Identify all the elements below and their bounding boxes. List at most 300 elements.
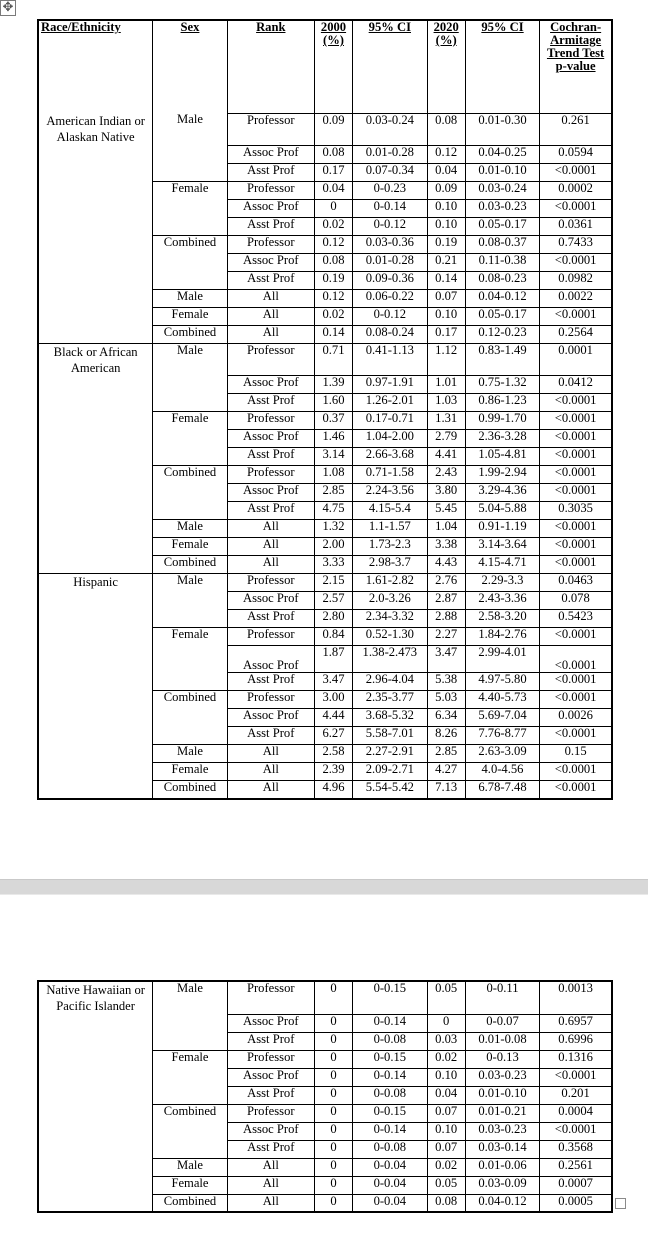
cell-2020-ci: 2.43-3.36 <box>465 592 539 610</box>
cell-trend-p-value: <0.0001 <box>540 163 612 181</box>
cell-2020-percent: 1.01 <box>427 376 465 394</box>
cell-2000-percent: 2.57 <box>314 592 352 610</box>
cell-sex <box>153 394 227 412</box>
table-row <box>38 673 612 691</box>
cell-2020-percent: 0 <box>427 1014 465 1032</box>
cell-trend-p-value: 0.0005 <box>540 1194 612 1212</box>
cell-2000-ci: 0-0.14 <box>353 1014 427 1032</box>
cell-2000-percent: 3.00 <box>314 691 352 709</box>
cell-trend-p-value: <0.0001 <box>540 466 612 484</box>
cell-race-ethnicity <box>38 394 153 412</box>
cell-2020-percent: 0.08 <box>427 1194 465 1212</box>
cell-sex: Combined <box>153 781 227 799</box>
cell-trend-p-value: 0.1316 <box>540 1050 612 1068</box>
cell-sex: Female <box>153 1050 227 1068</box>
table-row <box>38 646 612 673</box>
cell-race-ethnicity <box>38 1176 153 1194</box>
cell-2020-percent: 2.88 <box>427 610 465 628</box>
cell-2000-percent: 1.39 <box>314 376 352 394</box>
cell-sex: Combined <box>153 1194 227 1212</box>
cell-2000-ci: 5.54-5.42 <box>353 781 427 799</box>
header-2000-ci: 95% CI <box>353 20 427 113</box>
cell-rank: All <box>227 781 314 799</box>
cell-sex <box>153 1122 227 1140</box>
cell-2020-ci: 0.75-1.32 <box>465 376 539 394</box>
cell-2020-percent: 0.14 <box>427 271 465 289</box>
table-row <box>38 1194 612 1212</box>
cell-sex <box>153 709 227 727</box>
cell-rank: Asst Prof <box>227 394 314 412</box>
cell-sex <box>153 253 227 271</box>
cell-2000-ci: 0.08-0.24 <box>353 325 427 343</box>
cell-trend-p-value: <0.0001 <box>540 781 612 799</box>
cell-2020-percent: 0.10 <box>427 1122 465 1140</box>
cell-rank: Assoc Prof <box>227 592 314 610</box>
cell-2000-ci: 3.68-5.32 <box>353 709 427 727</box>
cell-rank: All <box>227 520 314 538</box>
cell-2000-ci: 0.09-0.36 <box>353 271 427 289</box>
cell-2020-ci: 0.83-1.49 <box>465 343 539 376</box>
cell-trend-p-value: 0.15 <box>540 745 612 763</box>
cell-2000-ci: 0-0.08 <box>353 1140 427 1158</box>
cell-2000-ci: 2.24-3.56 <box>353 484 427 502</box>
cell-rank: All <box>227 1158 314 1176</box>
cell-2020-percent: 1.31 <box>427 412 465 430</box>
cell-2020-ci: 2.99-4.01 <box>465 646 539 673</box>
cell-2000-ci: 0-0.12 <box>353 217 427 235</box>
cell-2020-ci: 0.11-0.38 <box>465 253 539 271</box>
cell-race-ethnicity <box>38 538 153 556</box>
cell-2020-ci: 0.04-0.12 <box>465 289 539 307</box>
cell-2020-ci: 0.04-0.12 <box>465 1194 539 1212</box>
cell-trend-p-value: 0.2561 <box>540 1158 612 1176</box>
cell-rank: All <box>227 289 314 307</box>
cell-2020-ci: 0.01-0.10 <box>465 163 539 181</box>
cell-rank: All <box>227 556 314 574</box>
cell-2000-percent: 4.75 <box>314 502 352 520</box>
cell-2020-percent: 0.12 <box>427 145 465 163</box>
cell-race-ethnicity: Native Hawaiian or Pacific Islander <box>38 981 153 1014</box>
cell-2000-percent: 0.04 <box>314 181 352 199</box>
cell-2000-percent: 0.84 <box>314 628 352 646</box>
cell-rank: Professor <box>227 981 314 1014</box>
cell-race-ethnicity <box>38 271 153 289</box>
cell-2000-ci: 5.58-7.01 <box>353 727 427 745</box>
cell-trend-p-value: <0.0001 <box>540 763 612 781</box>
cell-sex: Combined <box>153 325 227 343</box>
cell-trend-p-value: <0.0001 <box>540 520 612 538</box>
cell-2000-percent: 1.87 <box>314 646 352 673</box>
cell-2020-ci: 0.08-0.37 <box>465 235 539 253</box>
cell-rank: Asst Prof <box>227 271 314 289</box>
table-row <box>38 253 612 271</box>
cell-race-ethnicity <box>38 1122 153 1140</box>
cell-2000-ci: 1.04-2.00 <box>353 430 427 448</box>
cell-sex <box>153 1014 227 1032</box>
header-2000-percent: 2000 (%) <box>314 20 352 113</box>
table-row <box>38 1014 612 1032</box>
cell-2000-percent: 0 <box>314 1158 352 1176</box>
table-row <box>38 709 612 727</box>
cell-2000-percent: 4.44 <box>314 709 352 727</box>
cell-2000-percent: 0 <box>314 1068 352 1086</box>
cell-2020-ci: 0.05-0.17 <box>465 217 539 235</box>
cell-2020-percent: 0.05 <box>427 1176 465 1194</box>
cell-2000-percent: 0 <box>314 1140 352 1158</box>
table-row <box>38 1050 612 1068</box>
cell-2000-ci: 0.97-1.91 <box>353 376 427 394</box>
cell-trend-p-value: 0.0594 <box>540 145 612 163</box>
cell-trend-p-value: 0.0013 <box>540 981 612 1014</box>
cell-2000-percent: 0.09 <box>314 113 352 145</box>
cell-rank: Assoc Prof <box>227 145 314 163</box>
cell-2020-percent: 7.13 <box>427 781 465 799</box>
cell-2020-ci: 4.40-5.73 <box>465 691 539 709</box>
cell-sex: Male <box>153 745 227 763</box>
cell-rank: Professor <box>227 343 314 376</box>
cell-2020-ci: 1.99-2.94 <box>465 466 539 484</box>
cell-trend-p-value: <0.0001 <box>540 727 612 745</box>
cell-2020-ci: 2.63-3.09 <box>465 745 539 763</box>
cell-2000-ci: 1.26-2.01 <box>353 394 427 412</box>
cell-2020-percent: 2.87 <box>427 592 465 610</box>
cell-rank: All <box>227 325 314 343</box>
table-row <box>38 271 612 289</box>
cell-2000-ci: 0.17-0.71 <box>353 412 427 430</box>
cell-2000-percent: 3.33 <box>314 556 352 574</box>
table-row <box>38 981 612 1014</box>
cell-2000-percent: 2.85 <box>314 484 352 502</box>
cell-race-ethnicity <box>38 1086 153 1104</box>
cell-2000-percent: 0 <box>314 1122 352 1140</box>
cell-trend-p-value: 0.0361 <box>540 217 612 235</box>
cell-2000-percent: 3.14 <box>314 448 352 466</box>
table-row <box>38 412 612 430</box>
cell-race-ethnicity <box>38 745 153 763</box>
cell-2020-percent: 5.45 <box>427 502 465 520</box>
cell-race-ethnicity <box>38 1050 153 1068</box>
cell-race-ethnicity: Black or African American <box>38 343 153 376</box>
cell-race-ethnicity <box>38 235 153 253</box>
header-rank: Rank <box>227 20 314 113</box>
cell-race-ethnicity <box>38 673 153 691</box>
cell-rank: Professor <box>227 1104 314 1122</box>
cell-race-ethnicity <box>38 217 153 235</box>
cell-2020-percent: 0.10 <box>427 199 465 217</box>
cell-race-ethnicity <box>38 466 153 484</box>
cell-2000-ci: 0.71-1.58 <box>353 466 427 484</box>
cell-2000-ci: 2.09-2.71 <box>353 763 427 781</box>
cell-2000-percent: 0 <box>314 1014 352 1032</box>
cell-trend-p-value: <0.0001 <box>540 646 612 673</box>
cell-2000-percent: 2.80 <box>314 610 352 628</box>
cell-race-ethnicity <box>38 1194 153 1212</box>
cell-rank: Assoc Prof <box>227 199 314 217</box>
cell-race-ethnicity <box>38 628 153 646</box>
table-row <box>38 235 612 253</box>
cell-trend-p-value: 0.3568 <box>540 1140 612 1158</box>
cell-2000-ci: 0.01-0.28 <box>353 253 427 271</box>
cell-trend-p-value: <0.0001 <box>540 484 612 502</box>
cell-trend-p-value: <0.0001 <box>540 394 612 412</box>
cell-2000-ci: 0.41-1.13 <box>353 343 427 376</box>
cell-2020-percent: 3.80 <box>427 484 465 502</box>
cell-2020-percent: 4.27 <box>427 763 465 781</box>
cell-2020-ci: 1.05-4.81 <box>465 448 539 466</box>
cell-2000-ci: 2.66-3.68 <box>353 448 427 466</box>
table-row <box>38 763 612 781</box>
table-row <box>38 430 612 448</box>
cell-trend-p-value: <0.0001 <box>540 307 612 325</box>
cell-2020-percent: 0.07 <box>427 289 465 307</box>
cell-rank: Assoc Prof <box>227 430 314 448</box>
cell-race-ethnicity <box>38 781 153 799</box>
cell-2020-ci: 6.78-7.48 <box>465 781 539 799</box>
header-2020-percent: 2020 (%) <box>427 20 465 113</box>
cell-2020-percent: 3.47 <box>427 646 465 673</box>
cell-2020-percent: 2.27 <box>427 628 465 646</box>
cell-trend-p-value: <0.0001 <box>540 538 612 556</box>
cell-2020-percent: 0.02 <box>427 1050 465 1068</box>
cell-trend-p-value: 0.201 <box>540 1086 612 1104</box>
cell-2020-percent: 4.43 <box>427 556 465 574</box>
cell-trend-p-value: 0.0412 <box>540 376 612 394</box>
cell-sex <box>153 673 227 691</box>
cell-sex: Male <box>153 520 227 538</box>
cell-2000-percent: 0.12 <box>314 235 352 253</box>
cell-2000-ci: 2.34-3.32 <box>353 610 427 628</box>
cell-race-ethnicity <box>38 646 153 673</box>
cell-race-ethnicity: American Indian or Alaskan Native <box>38 113 153 145</box>
cell-rank: Assoc Prof <box>227 1122 314 1140</box>
cell-2000-ci: 4.15-5.4 <box>353 502 427 520</box>
cell-trend-p-value: <0.0001 <box>540 628 612 646</box>
table-row <box>38 1176 612 1194</box>
cell-2020-percent: 0.19 <box>427 235 465 253</box>
cell-2000-percent: 0.02 <box>314 217 352 235</box>
cell-2020-ci: 0.03-0.23 <box>465 1122 539 1140</box>
cell-race-ethnicity <box>38 1068 153 1086</box>
cell-2020-percent: 5.03 <box>427 691 465 709</box>
cell-sex <box>153 727 227 745</box>
cell-2020-percent: 0.07 <box>427 1104 465 1122</box>
cell-rank: Asst Prof <box>227 448 314 466</box>
cell-sex <box>153 592 227 610</box>
cell-2020-ci: 0.03-0.23 <box>465 1068 539 1086</box>
cell-race-ethnicity <box>38 145 153 163</box>
cell-rank: Asst Prof <box>227 1032 314 1050</box>
cell-2000-percent: 6.27 <box>314 727 352 745</box>
cell-race-ethnicity <box>38 1104 153 1122</box>
cell-2020-ci: 0.91-1.19 <box>465 520 539 538</box>
cell-rank: Asst Prof <box>227 1140 314 1158</box>
cell-2000-ci: 2.96-4.04 <box>353 673 427 691</box>
cell-2000-ci: 2.27-2.91 <box>353 745 427 763</box>
cell-2000-ci: 0-0.14 <box>353 1122 427 1140</box>
data-table-main <box>37 19 613 800</box>
table-row <box>38 745 612 763</box>
cell-2000-percent: 0.08 <box>314 253 352 271</box>
cell-2020-ci: 0.03-0.14 <box>465 1140 539 1158</box>
cell-2020-ci: 0.01-0.21 <box>465 1104 539 1122</box>
cell-2020-ci: 0.04-0.25 <box>465 145 539 163</box>
table-row <box>38 484 612 502</box>
cell-trend-p-value: 0.078 <box>540 592 612 610</box>
cell-2020-percent: 0.05 <box>427 981 465 1014</box>
cell-race-ethnicity <box>38 181 153 199</box>
cell-rank: All <box>227 307 314 325</box>
cell-rank: Professor <box>227 628 314 646</box>
cell-sex: Male <box>153 289 227 307</box>
cell-2020-percent: 0.10 <box>427 307 465 325</box>
cell-rank: Assoc Prof <box>227 646 314 673</box>
cell-sex: Female <box>153 763 227 781</box>
cell-trend-p-value: 0.3035 <box>540 502 612 520</box>
cell-sex: Female <box>153 181 227 199</box>
cell-2020-ci: 0.03-0.23 <box>465 199 539 217</box>
cell-2020-percent: 2.85 <box>427 745 465 763</box>
cell-2020-percent: 2.79 <box>427 430 465 448</box>
cell-sex: Male <box>153 343 227 376</box>
cell-2020-percent: 0.09 <box>427 181 465 199</box>
cell-trend-p-value: 0.0022 <box>540 289 612 307</box>
cell-race-ethnicity <box>38 610 153 628</box>
cell-2020-percent: 0.10 <box>427 217 465 235</box>
cell-2000-ci: 2.35-3.77 <box>353 691 427 709</box>
cell-2020-ci: 0.03-0.09 <box>465 1176 539 1194</box>
table-row <box>38 1032 612 1050</box>
cell-sex <box>153 430 227 448</box>
cell-rank: Assoc Prof <box>227 376 314 394</box>
cell-2020-percent: 0.04 <box>427 163 465 181</box>
cell-rank: Assoc Prof <box>227 1068 314 1086</box>
table-resize-handle-icon[interactable] <box>615 1198 626 1209</box>
cell-sex: Female <box>153 538 227 556</box>
cell-2000-percent: 1.32 <box>314 520 352 538</box>
cell-2020-ci: 0.01-0.06 <box>465 1158 539 1176</box>
cell-2000-percent: 0.17 <box>314 163 352 181</box>
cell-trend-p-value: <0.0001 <box>540 556 612 574</box>
cell-2020-percent: 0.08 <box>427 113 465 145</box>
cell-race-ethnicity <box>38 592 153 610</box>
cell-2000-percent: 0.14 <box>314 325 352 343</box>
cell-2000-ci: 0-0.08 <box>353 1086 427 1104</box>
cell-sex: Male <box>153 1158 227 1176</box>
table-row <box>38 145 612 163</box>
cell-sex <box>153 1068 227 1086</box>
cell-2000-ci: 0-0.04 <box>353 1194 427 1212</box>
cell-2000-ci: 0.03-0.24 <box>353 113 427 145</box>
table-row <box>38 181 612 199</box>
cell-rank: Professor <box>227 412 314 430</box>
cell-sex <box>153 199 227 217</box>
cell-rank: Asst Prof <box>227 502 314 520</box>
table-row <box>38 781 612 799</box>
cell-2000-ci: 0-0.15 <box>353 1050 427 1068</box>
cell-race-ethnicity <box>38 199 153 217</box>
cell-rank: All <box>227 1176 314 1194</box>
cell-sex: Combined <box>153 691 227 709</box>
cell-2020-ci: 4.97-5.80 <box>465 673 539 691</box>
cell-sex <box>153 163 227 181</box>
cell-2020-percent: 2.76 <box>427 574 465 592</box>
cell-sex: Combined <box>153 1104 227 1122</box>
cell-2020-percent: 3.38 <box>427 538 465 556</box>
cell-sex: Combined <box>153 466 227 484</box>
cell-2000-ci: 0.52-1.30 <box>353 628 427 646</box>
cell-2020-percent: 0.07 <box>427 1140 465 1158</box>
cell-trend-p-value: 0.0463 <box>540 574 612 592</box>
cell-2000-percent: 2.58 <box>314 745 352 763</box>
table-row <box>38 574 612 592</box>
cell-race-ethnicity <box>38 307 153 325</box>
table-row <box>38 592 612 610</box>
table-row <box>38 448 612 466</box>
table-row <box>38 376 612 394</box>
cell-sex <box>153 448 227 466</box>
table-move-handle-icon[interactable]: ✥ <box>0 0 16 16</box>
cell-race-ethnicity <box>38 763 153 781</box>
table-row <box>38 610 612 628</box>
cell-sex: Female <box>153 412 227 430</box>
cell-2000-ci: 0-0.14 <box>353 199 427 217</box>
table-row <box>38 163 612 181</box>
table-row <box>38 466 612 484</box>
cell-race-ethnicity <box>38 1014 153 1032</box>
cell-2020-percent: 5.38 <box>427 673 465 691</box>
cell-rank: Asst Prof <box>227 1086 314 1104</box>
cell-2020-ci: 5.04-5.88 <box>465 502 539 520</box>
cell-2020-percent: 0.10 <box>427 1068 465 1086</box>
cell-trend-p-value: <0.0001 <box>540 430 612 448</box>
cell-sex <box>153 217 227 235</box>
cell-trend-p-value: <0.0001 <box>540 412 612 430</box>
cell-2000-ci: 0-0.04 <box>353 1158 427 1176</box>
cell-sex <box>153 1032 227 1050</box>
cell-2000-percent: 1.46 <box>314 430 352 448</box>
table-row <box>38 1158 612 1176</box>
cell-trend-p-value: 0.0026 <box>540 709 612 727</box>
cell-race-ethnicity <box>38 484 153 502</box>
cell-sex: Male <box>153 981 227 1014</box>
cell-2020-ci: 0.12-0.23 <box>465 325 539 343</box>
cell-2000-ci: 0-0.08 <box>353 1032 427 1050</box>
cell-2000-ci: 0-0.15 <box>353 981 427 1014</box>
table-row <box>38 502 612 520</box>
cell-2020-percent: 2.43 <box>427 466 465 484</box>
cell-rank: Professor <box>227 691 314 709</box>
cell-sex <box>153 646 227 673</box>
cell-2000-percent: 2.00 <box>314 538 352 556</box>
cell-2000-percent: 1.60 <box>314 394 352 412</box>
cell-2020-ci: 5.69-7.04 <box>465 709 539 727</box>
header-race-ethnicity: Race/Ethnicity <box>38 20 153 113</box>
cell-trend-p-value: 0.0002 <box>540 181 612 199</box>
cell-rank: Professor <box>227 466 314 484</box>
cell-rank: Professor <box>227 113 314 145</box>
cell-2020-ci: 0.08-0.23 <box>465 271 539 289</box>
page-break-gap <box>0 879 648 895</box>
cell-2000-percent: 0 <box>314 1032 352 1050</box>
table-row <box>38 394 612 412</box>
cell-2000-percent: 0 <box>314 1050 352 1068</box>
cell-race-ethnicity <box>38 448 153 466</box>
cell-trend-p-value: <0.0001 <box>540 673 612 691</box>
cell-trend-p-value: 0.0004 <box>540 1104 612 1122</box>
cell-2000-percent: 0 <box>314 199 352 217</box>
cell-2020-ci: 0-0.11 <box>465 981 539 1014</box>
cell-2000-percent: 4.96 <box>314 781 352 799</box>
